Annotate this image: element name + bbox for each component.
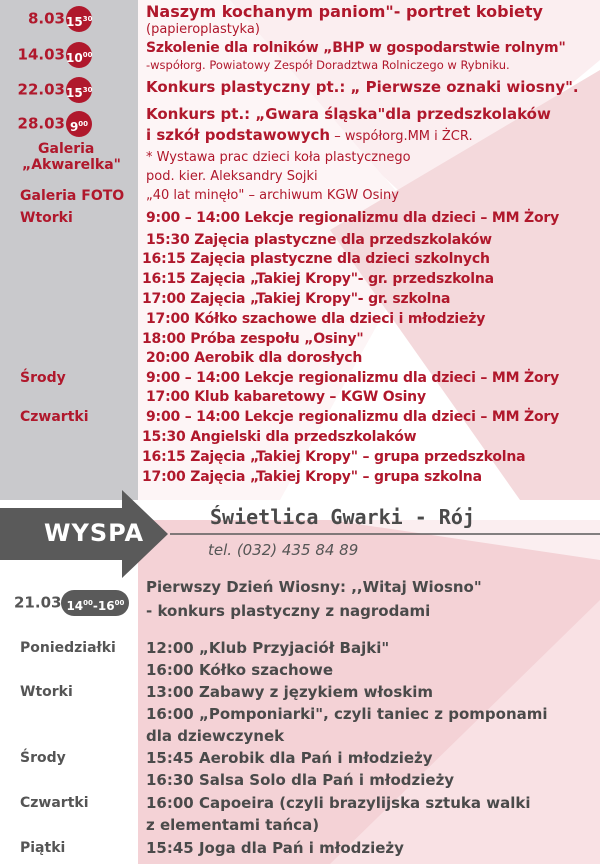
time-badge: $10^{00}$ — [66, 42, 92, 68]
event-date: 22.0315$^{30}$ — [0, 77, 92, 103]
day-label: Wtorki — [20, 210, 73, 226]
event-subtitle: -współorg. Powiatowy Zespół Doradztwa Rolniczego w Rybniku. — [146, 58, 510, 72]
schedule-line: 16:00 „Pomponiarki", czyli taniec z pomponami — [146, 705, 548, 723]
time-badge: $14^{00}-16^{00}$ — [61, 590, 129, 616]
event-date: 14.0310$^{00}$ — [0, 42, 92, 68]
schedule-line: 16:15 Zajęcia plastyczne dla dzieci szkolnych — [142, 251, 490, 267]
gallery-text: * Wystawa prac dzieci koła plastycznego — [146, 150, 411, 165]
schedule-line: 16:00 Kółko szachowe — [146, 661, 333, 679]
schedule-line: 17:00 Zajęcia „Takiej Kropy" – grupa szkolna — [142, 469, 482, 485]
event-date: 21.03 $14^{00}-16^{00}$ — [14, 590, 129, 616]
day-label: Środy — [20, 750, 66, 766]
gallery-label: „Akwarelka" — [22, 157, 121, 173]
venue-name: Świetlica Gwarki - Rój — [210, 505, 475, 529]
day-label: Czwartki — [20, 795, 89, 811]
gallery-text: „40 lat minęło" – archiwum KGW Osiny — [146, 188, 399, 203]
time-badge: $15^{30}$ — [66, 77, 92, 103]
day-label: Czwartki — [20, 409, 89, 425]
day-label: Piątki — [20, 840, 66, 856]
schedule-line: 20:00 Aerobik dla dorosłych — [146, 350, 363, 366]
schedule-line: 17:00 Klub kabaretowy – KGW Osiny — [146, 389, 426, 405]
event-title-line2: i szkół podstawowych — [146, 126, 331, 144]
venue-phone: tel. (032) 435 84 89 — [208, 541, 359, 559]
schedule-line: 9:00 – 14:00 Lekcje regionalizmu dla dzieci – MM Żory — [146, 370, 560, 386]
schedule-line: 15:30 Zajęcia plastyczne dla przedszkolaków — [146, 232, 492, 248]
event-subtitle: - konkurs plastyczny z nagrodami — [146, 602, 431, 620]
event-title: Naszym kochanym paniom"- portret kobiety — [146, 2, 543, 21]
gallery-text: pod. kier. Aleksandry Sojki — [146, 169, 318, 184]
schedule-line: 9:00 – 14:00 Lekcje regionalizmu dla dzieci – MM Żory — [146, 409, 560, 425]
schedule-line: dla dziewczynek — [146, 727, 285, 745]
event-title: Konkurs plastyczny pt.: „ Pierwsze oznaki wiosny". — [146, 78, 579, 96]
schedule-line: z elementami tańca) — [146, 816, 320, 834]
schedule-line: 16:30 Salsa Solo dla Pań i młodzieży — [146, 771, 455, 789]
schedule-line: 18:00 Próba zespołu „Osiny" — [142, 331, 364, 347]
event-subtitle: (papieroplastyka) — [146, 22, 260, 37]
schedule-line: 17:00 Kółko szachowe dla dzieci i młodzieży — [146, 311, 486, 327]
schedule-line: 15:30 Angielski dla przedszkolaków — [142, 429, 417, 445]
schedule-line: 15:45 Aerobik dla Pań i młodzieży — [146, 749, 433, 767]
schedule-line: 16:00 Capoeira (czyli brazylijska sztuka walki — [146, 794, 531, 812]
gallery-label: Galeria FOTO — [20, 188, 125, 204]
schedule-line: 9:00 – 14:00 Lekcje regionalizmu dla dzieci – MM Żory — [146, 210, 560, 226]
event-date: 28.03 $9^{00}$ — [0, 111, 92, 137]
gallery-label: Galeria — [38, 141, 95, 157]
schedule-line: 17:00 Zajęcia „Takiej Kropy"- gr. szkolna — [142, 291, 451, 307]
event-date: 8.0315$^{30}$ — [0, 6, 92, 32]
wyspa-label: WYSPA — [44, 519, 145, 547]
event-title: Szkolenie dla rolników „BHP w gospodarstwie rolnym" — [146, 40, 566, 56]
schedule-line: 12:00 „Klub Przyjaciół Bajki" — [146, 639, 390, 657]
time-badge: $9^{00}$ — [66, 111, 92, 137]
day-label: Poniedziałki — [20, 640, 116, 656]
schedule-line: 16:15 Zajęcia „Takiej Kropy" – grupa przedszkolna — [142, 449, 526, 465]
day-label: Środy — [20, 370, 66, 386]
schedule-line: 13:00 Zabawy z językiem włoskim — [146, 683, 434, 701]
schedule-line: 15:45 Joga dla Pań i młodzieży — [146, 839, 404, 857]
schedule-line: 16:15 Zajęcia „Takiej Kropy"- gr. przedszkolna — [142, 271, 494, 287]
event-title: Konkurs pt.: „Gwara śląska"dla przedszkolaków — [146, 105, 551, 123]
event-title: Pierwszy Dzień Wiosny: ,,Witaj Wiosno" — [146, 578, 482, 596]
event-title-extra: – współorg.MM i ŻCR. — [330, 129, 473, 144]
day-label: Wtorki — [20, 684, 73, 700]
time-badge: $15^{30}$ — [66, 6, 92, 32]
